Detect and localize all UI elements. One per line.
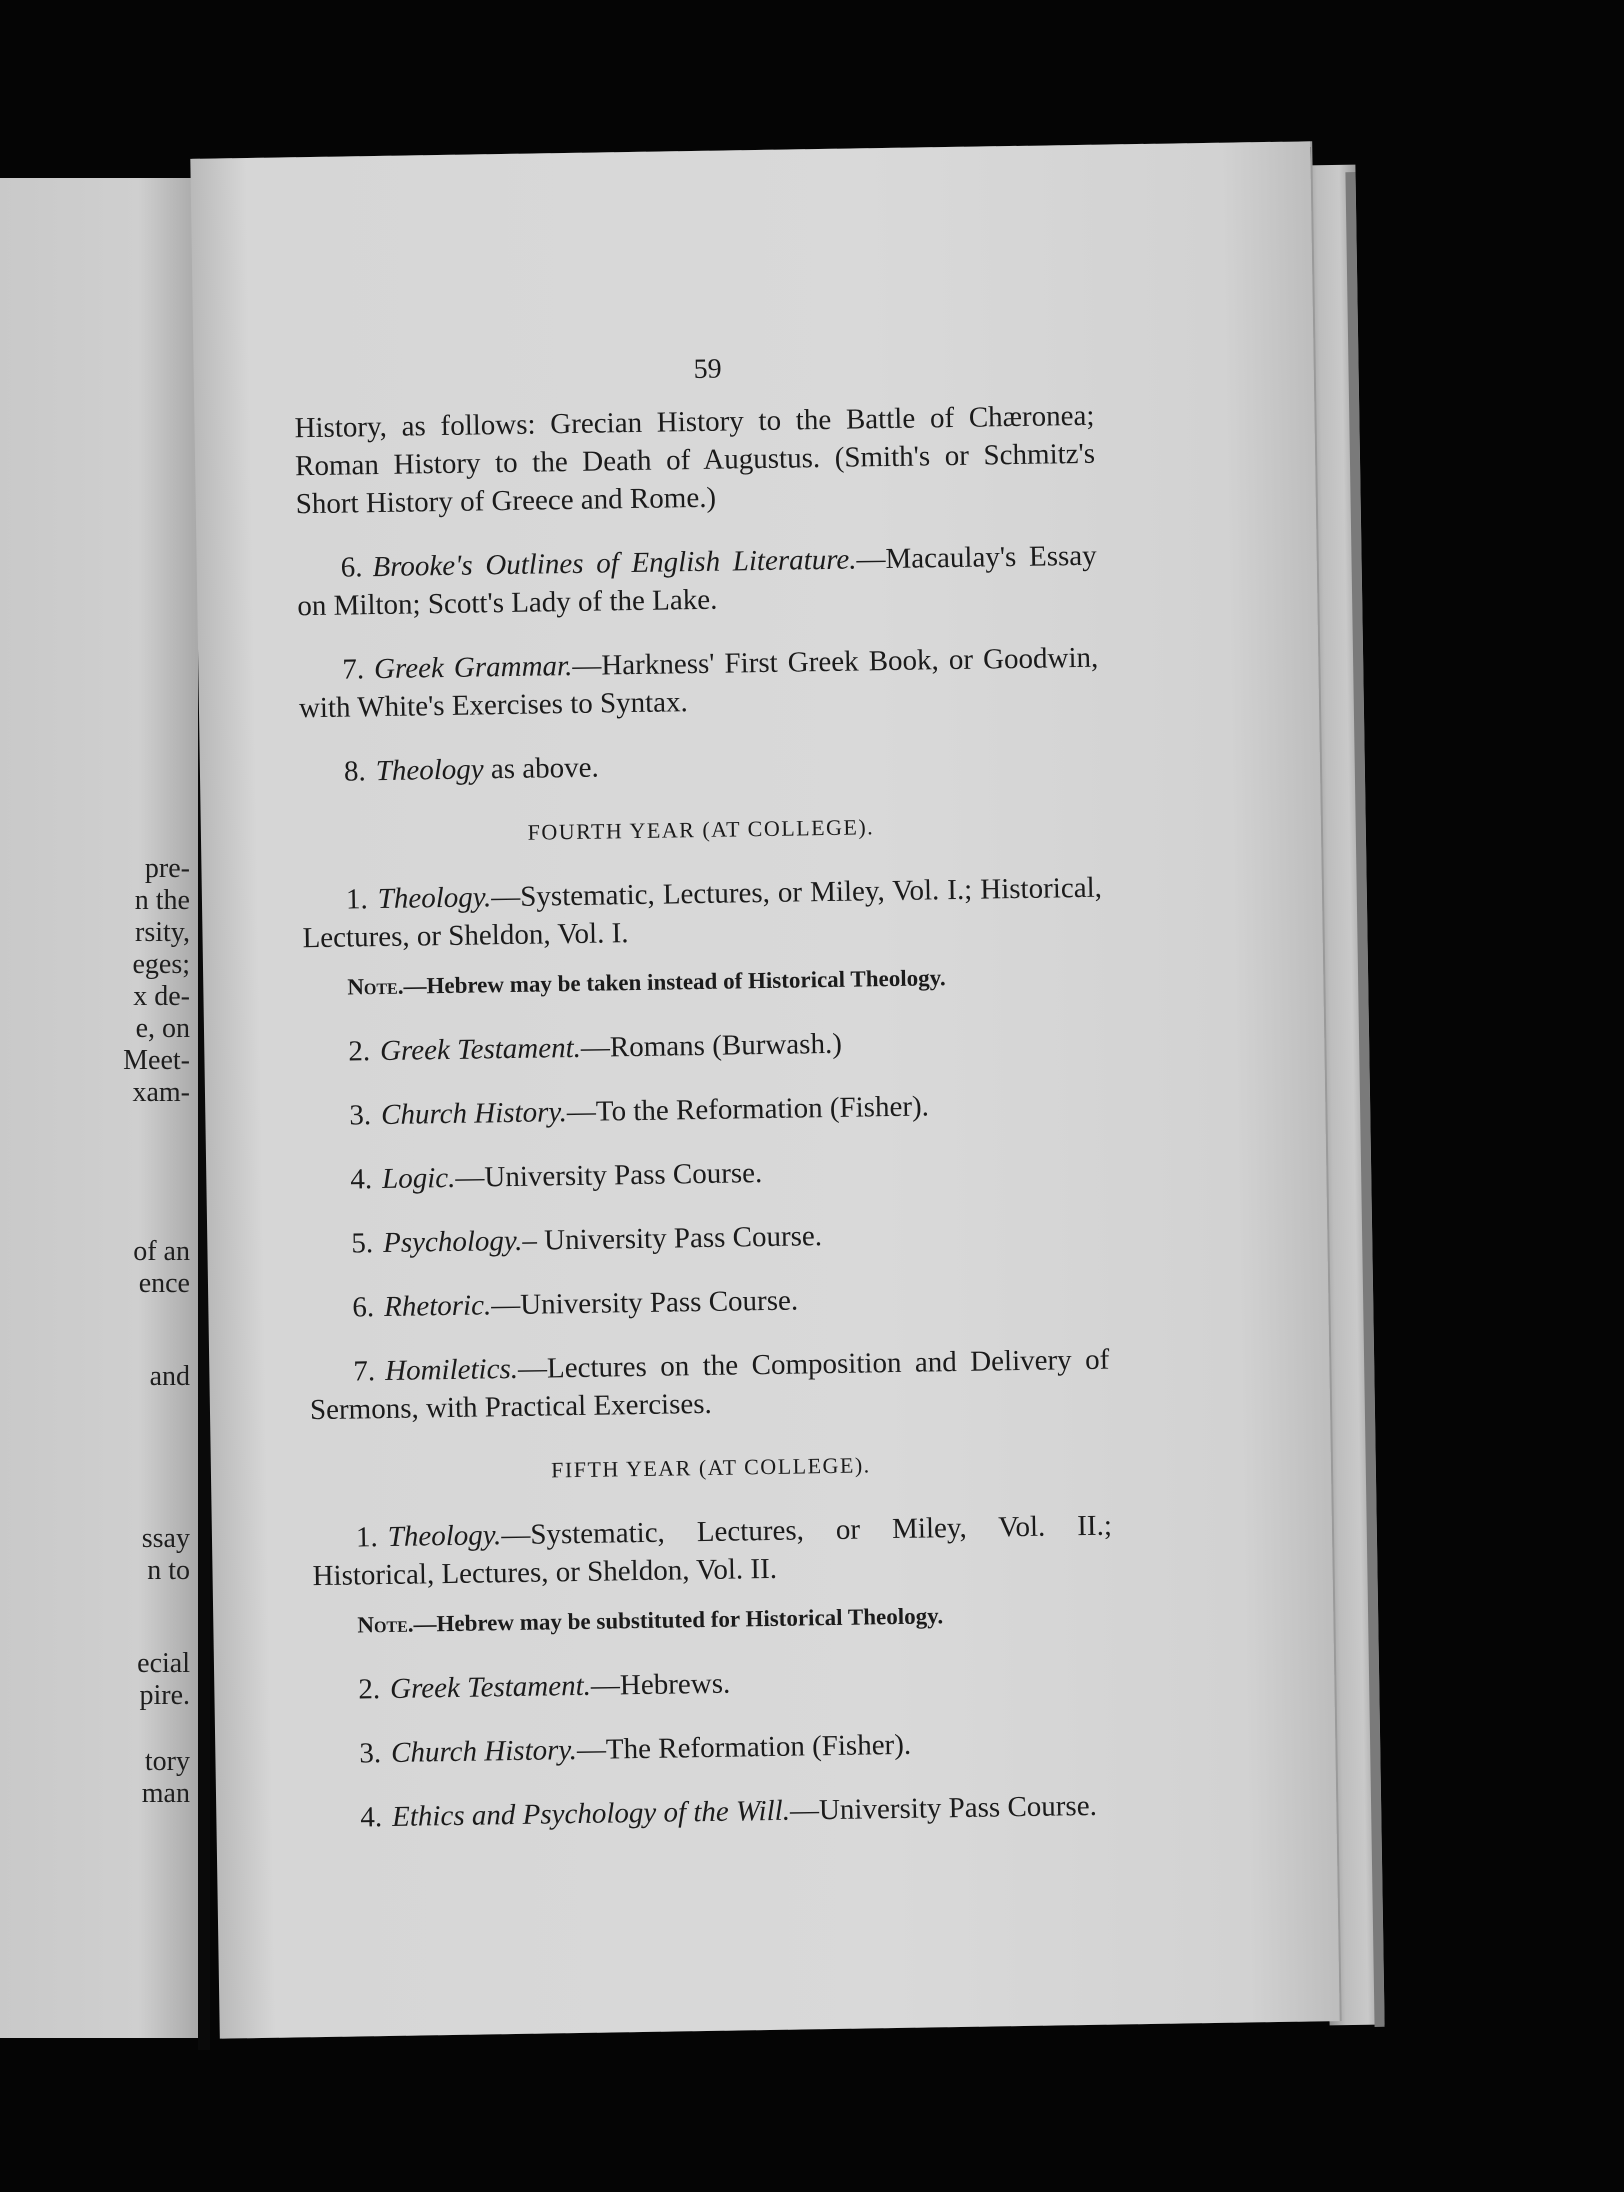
item-number: 6. <box>340 551 363 584</box>
item-number: 8. <box>343 755 366 788</box>
item-title: Church History. <box>390 1734 578 1769</box>
item-title: Greek Testament. <box>389 1669 592 1705</box>
left-facing-page <box>0 178 198 2038</box>
note-lead: Note. <box>357 1611 414 1638</box>
page-content <box>293 345 1117 1863</box>
note <box>357 1595 1114 1645</box>
list-item <box>296 537 1097 626</box>
list-item <box>307 1213 1107 1264</box>
left-text-fragment: Meet- <box>123 1045 190 1076</box>
item-number: 2. <box>348 1035 371 1068</box>
note-lead: Note. <box>347 973 404 1000</box>
item-text: —University Pass Course. <box>789 1789 1098 1827</box>
note <box>347 957 1104 1007</box>
item-number: 2. <box>358 1673 381 1706</box>
left-text-fragment: ecial <box>137 1648 190 1679</box>
left-text-fragment: rsity, <box>135 917 190 948</box>
list-item <box>314 1659 1114 1710</box>
item-number: 1. <box>345 883 368 916</box>
list-item <box>308 1277 1108 1328</box>
item-title: Theology. <box>387 1519 502 1553</box>
item-text: – University Pass Course. <box>522 1220 823 1257</box>
left-text-fragment: of an <box>133 1236 190 1267</box>
left-text-fragment: man <box>141 1778 190 1809</box>
left-text-fragment: xam- <box>132 1077 190 1108</box>
item-title: Logic. <box>381 1161 456 1196</box>
left-text-fragment: eges; <box>132 949 190 980</box>
item-text: —University Pass Course. <box>490 1284 799 1322</box>
left-text-fragment: ence <box>138 1268 190 1299</box>
list-item <box>305 1085 1105 1136</box>
item-title: Brooke's Outlines of English Literature. <box>372 543 857 584</box>
item-number: 6. <box>352 1291 375 1324</box>
list-item <box>298 639 1099 728</box>
section-heading-fourth-year: FOURTH YEAR (AT COLLEGE). <box>527 814 875 845</box>
item-text: —The Reformation (Fisher). <box>576 1728 912 1767</box>
right-page <box>190 141 1339 2038</box>
item-number: 4. <box>350 1163 373 1196</box>
item-number: 5. <box>351 1227 374 1260</box>
item-number: 4. <box>360 1801 383 1834</box>
item-text: —To the Reformation (Fisher). <box>566 1090 930 1129</box>
item-text: —Lectures on the Composition and Delivery of Sermons, with Practical Exercises. <box>309 1343 1110 1427</box>
left-text-fragment: n the <box>134 885 190 916</box>
item-number: 3. <box>349 1099 372 1132</box>
page-number: 59 <box>693 353 722 386</box>
list-item <box>300 741 1100 792</box>
list-item <box>306 1149 1106 1200</box>
item-number: 7. <box>342 653 365 686</box>
item-text: —Systematic, Lectures, or Miley, Vol. II.; Historical, Lectures, or Sheldon, Vol. II. <box>312 1509 1113 1593</box>
item-text: as above. <box>483 751 600 786</box>
list-item <box>316 1787 1116 1838</box>
note-text: —Hebrew may be substituted for Historical Theology. <box>413 1603 944 1637</box>
list-item <box>315 1723 1115 1774</box>
left-text-fragment: and <box>149 1361 190 1392</box>
left-text-fragment: n to <box>147 1555 190 1586</box>
intro-paragraph: History, as follows: Grecian History to the Battle of Chæronea; Roman History to the Death of Augustus. (Smith's or Schmitz's Short History of Greece and Rome.) <box>294 399 1096 521</box>
item-text: —Hebrews. <box>590 1667 731 1702</box>
item-number: 1. <box>355 1521 378 1554</box>
item-text: —University Pass Course. <box>455 1157 763 1194</box>
left-text-fragment: pre- <box>144 853 190 884</box>
item-title: Homiletics. <box>384 1352 519 1387</box>
item-title: Theology <box>375 753 484 788</box>
note-text: —Hebrew may be taken instead of Historical Theology. <box>403 965 946 999</box>
item-title: Greek Grammar. <box>373 649 573 686</box>
left-text-fragment: ssay <box>141 1523 190 1554</box>
list-item <box>312 1507 1113 1596</box>
item-text: —Romans (Burwash.) <box>580 1027 843 1064</box>
item-number: 7. <box>353 1355 376 1388</box>
item-title: Church History. <box>380 1096 568 1132</box>
item-title: Psychology. <box>382 1224 523 1260</box>
item-number: 3. <box>359 1737 382 1770</box>
list-item <box>304 1021 1104 1072</box>
item-text: —Macaulay's Essay on Milton; Scott's Lady of the Lake. <box>297 539 1097 623</box>
item-text: —Harkness' First Greek Book, or Goodwin, with White's Exercises to Syntax. <box>298 641 1099 725</box>
left-text-fragment: pire. <box>139 1680 190 1711</box>
item-title: Rhetoric. <box>383 1289 492 1324</box>
item-title: Theology. <box>377 881 492 916</box>
item-title: Ethics and Psychology of the Will. <box>391 1794 791 1833</box>
item-title: Greek Testament. <box>379 1031 582 1068</box>
list-item <box>309 1341 1110 1430</box>
left-text-fragment: e, on <box>135 1013 190 1044</box>
section-heading-fifth-year: FIFTH YEAR (AT COLLEGE). <box>550 1452 871 1483</box>
left-text-fragment: x de- <box>133 981 190 1012</box>
item-text: —Systematic, Lectures, or Miley, Vol. I.; Historical, Lectures, or Sheldon, Vol. I. <box>302 871 1103 955</box>
left-text-fragment: tory <box>144 1746 190 1777</box>
list-item <box>302 869 1103 958</box>
